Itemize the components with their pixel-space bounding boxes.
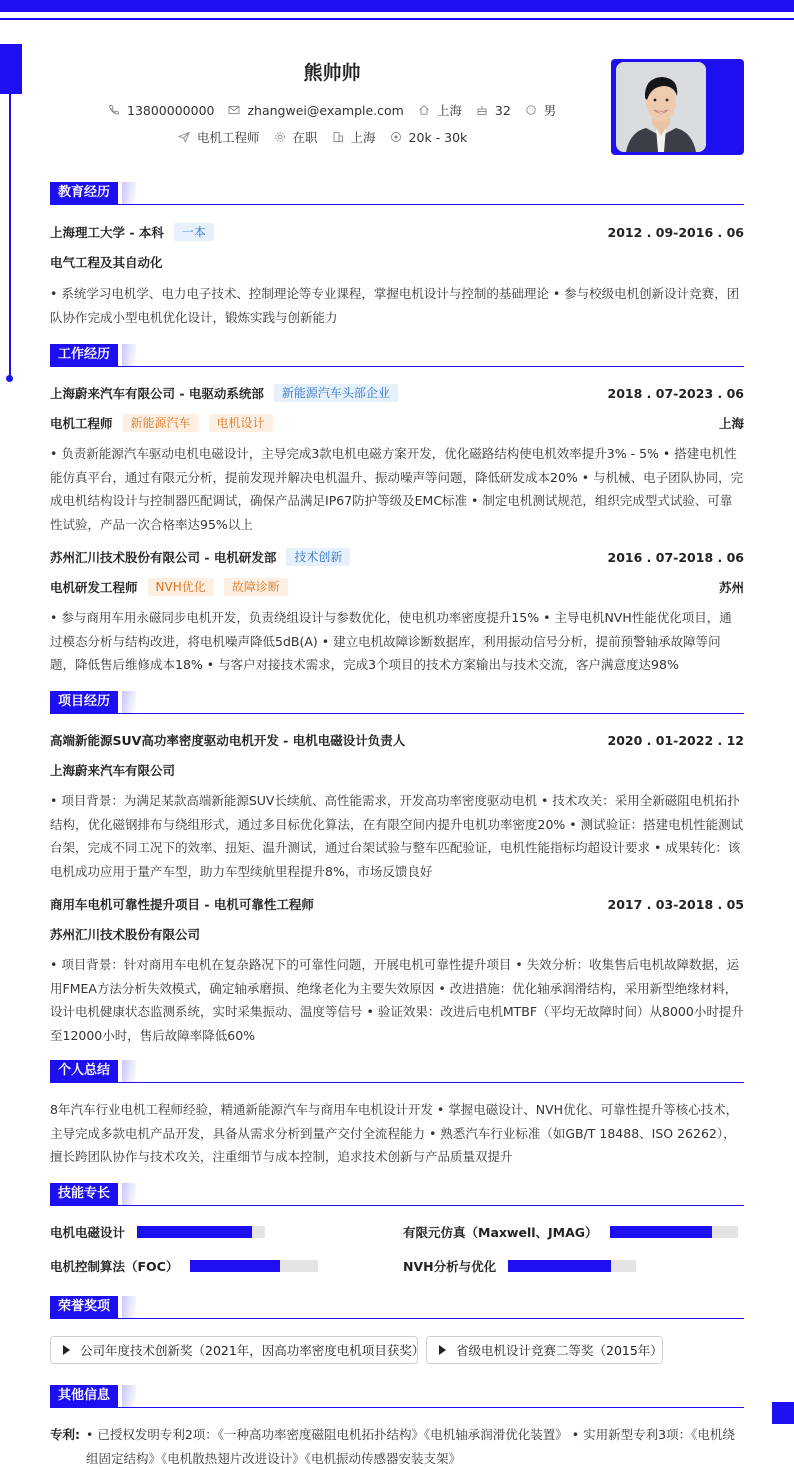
gender-item <box>525 101 557 119</box>
project-company-row <box>50 925 744 943</box>
gear-icon <box>274 131 286 143</box>
skill-item <box>403 1257 636 1275</box>
work-city: 苏州 <box>718 580 744 595</box>
section-title-tail <box>122 691 136 713</box>
salary-item <box>390 130 468 145</box>
work-description: • 负责新能源汽车驱动电机电磁设计，主导完成3款电机电磁方案开发，优化磁路结构使电机效率提升3% - 5% • 搭建电机性能仿真平台，通过有限元分析，提前发现并解决电机温升、振动噪声等问题，降低研发成本20% • 与机械、电子团队协同，完成电机结构设计与控制器匹配调试，确保产品满足IP67防护等级及EMC标准 • 制定电机测试规范，组织完成型式试验、可靠性试验，产品一次合格率达95%以上 <box>50 446 744 532</box>
education-header <box>50 223 744 241</box>
project-name: 高端新能源SUV高功率密度驱动电机开发 - 电机电磁设计负责人 <box>50 733 406 748</box>
project-description: • 项目背景：针对商用车电机在复杂路况下的可靠性问题，开展电机可靠性提升项目 • 失效分析：收集售后电机故障数据，运用FMEA方法分析失效模式，确定轴承磨损、绝缘老化为主要失效原因 • 改进措施：优化轴承润滑结构，采用新型绝缘材料，设计电机健康状态监测系统，实时采集振动、温度等信号 • 验证效果：改进后电机MTBF（平均无故障时间）从8000小时提升至12000小时，售后故障率降低60% <box>50 957 744 1043</box>
skill-bar <box>508 1260 636 1272</box>
section-title-tail <box>122 1296 136 1318</box>
project-company-row <box>50 761 744 779</box>
award-text: 省级电机设计竞赛二等奖（2015年） <box>456 1343 663 1358</box>
education-description: • 系统学习电机学、电力电子技术、控制理论等专业课程，掌握电机设计与控制的基础理论 • 参与校级电机创新设计竞赛，团队协作完成小型电机优化设计，锻炼实践与创新能力 <box>50 286 740 325</box>
company-tag: 新能源汽车头部企业 <box>274 384 398 402</box>
role-tag: 故障诊断 <box>224 578 288 596</box>
section-title: 教育经历 <box>50 182 118 204</box>
project-header <box>50 731 744 749</box>
school-name: 上海理工大学 - 本科 <box>50 225 164 240</box>
section-education <box>50 182 744 205</box>
role-tag: 电机设计 <box>209 414 273 432</box>
section-title-tail <box>122 344 136 366</box>
section-other <box>50 1385 744 1408</box>
work-description: • 参与商用车用永磁同步电机开发，负责绕组设计与参数优化，使电机功率密度提升15% • 主导电机NVH性能优化项目，通过模态分析与结构改进，将电机噪声降低5dB(A) • 建立电机故障诊断数据库，利用振动信号分析，提前预警轴承故障等问题，降低售后维修成本18% • 与客户对接技术需求，完成3个项目的技术方案输出与技术交流，客户满意度达98% <box>50 610 732 672</box>
section-title-tail <box>122 1183 136 1205</box>
email-text: zhangwei@example.com <box>247 102 404 118</box>
skill-name: 电机控制算法（FOC） <box>50 1259 179 1274</box>
project-company: 上海蔚来汽车有限公司 <box>50 763 176 778</box>
company-tag: 技术创新 <box>286 548 350 566</box>
skill-bar <box>137 1226 265 1238</box>
work-title: 电机研发工程师 <box>50 580 138 595</box>
skill-name: 有限元仿真（Maxwell、JMAG） <box>403 1225 598 1240</box>
section-title: 工作经历 <box>50 344 118 366</box>
phone-icon <box>108 104 120 116</box>
work-header <box>50 548 744 566</box>
gender-icon <box>525 104 537 116</box>
education-major-row <box>50 253 744 271</box>
send-icon <box>178 131 190 143</box>
work-company: 苏州汇川技术股份有限公司 - 电机研发部 <box>50 550 277 565</box>
gender-text: 男 <box>543 103 557 118</box>
caret-right-icon <box>63 1345 70 1355</box>
age-item <box>476 103 511 118</box>
status-item <box>274 128 318 146</box>
work-role-row <box>50 578 744 596</box>
project-period: 2017 . 03-2018 . 05 <box>607 896 744 912</box>
candidate-name: 熊帅帅 <box>303 62 361 84</box>
section-title: 项目经历 <box>50 691 118 713</box>
project-company: 苏州汇川技术股份有限公司 <box>50 927 201 942</box>
project-header <box>50 895 744 913</box>
avatar-portrait-icon <box>616 62 706 152</box>
coin-icon <box>390 131 402 143</box>
section-title: 个人总结 <box>50 1060 118 1082</box>
section-skills <box>50 1183 744 1206</box>
caret-right-icon <box>439 1345 446 1355</box>
section-work <box>50 344 744 367</box>
work-period: 2016 . 07-2018 . 06 <box>607 549 744 565</box>
skill-bar <box>190 1260 318 1272</box>
avatar <box>616 62 706 152</box>
award-text: 公司年度技术创新奖（2021年，因高功率密度电机项目获奖） <box>80 1343 425 1358</box>
work-title: 电机工程师 <box>50 416 113 431</box>
right-accent-block <box>772 1402 794 1424</box>
project-description: • 项目背景：为满足某款高端新能源SUV长续航、高性能需求，开发高功率密度驱动电机 • 技术攻关：采用全新磁阻电机拓扑结构，优化磁钢排布与绕组形式，通过多目标优化算法，在有限空间内提升电机功率密度20% • 测试验证：搭建电机性能测试台架，完成不同工况下的效率、扭矩、温升测试，通过台架试验与整车匹配验证，电机性能指标均超设计要求 • 成果转化：该电机成功应用于量产车型，助力车型续航里程提升8%，市场反馈良好 <box>50 793 744 879</box>
position-text: 电机工程师 <box>197 130 260 145</box>
work-role-row <box>50 414 744 432</box>
skill-bar-fill <box>610 1226 712 1238</box>
section-summary <box>50 1060 744 1083</box>
skill-bar-fill <box>508 1260 610 1272</box>
skill-item <box>403 1223 738 1241</box>
city-text: 上海 <box>350 130 376 145</box>
summary-text: 8年汽车行业电机工程师经验，精通新能源汽车与商用车电机设计开发 • 掌握电磁设计、NVH优化、可靠性提升等核心技术，主导完成多款电机产品开发，具备从需求分析到量产交付全流程能力 • 熟悉汽车行业标准（如GB/T 18488、ISO 26262），擅长跨团队协作与技术攻关，注重细节与成本控制，追求技术创新与产品质量双提升 <box>50 1102 739 1164</box>
section-title: 荣誉奖项 <box>50 1296 118 1318</box>
age-text: 32 <box>494 102 511 118</box>
skill-bar-fill <box>137 1226 252 1238</box>
city-item <box>332 128 376 146</box>
contact-row <box>108 101 570 119</box>
work-period: 2018 . 07-2023 . 06 <box>607 385 744 401</box>
position-item <box>178 128 260 146</box>
education-major: 电气工程及其自动化 <box>50 255 163 270</box>
skill-name: NVH分析与优化 <box>403 1259 497 1274</box>
work-city: 上海 <box>718 416 744 431</box>
cake-icon <box>476 104 488 116</box>
top-accent-line <box>0 18 794 20</box>
section-awards <box>50 1296 744 1319</box>
work-header <box>50 384 744 402</box>
home-text: 上海 <box>436 103 462 118</box>
school-tag: 一本 <box>174 223 214 241</box>
work-company: 上海蔚来汽车有限公司 - 电驱动系统部 <box>50 386 264 401</box>
left-accent-line <box>9 94 11 378</box>
role-tag: 新能源汽车 <box>123 414 199 432</box>
award-item[interactable] <box>50 1336 425 1364</box>
job-intent-row <box>178 128 481 146</box>
section-title-tail <box>122 1385 136 1407</box>
status-text: 在职 <box>292 130 318 145</box>
building-icon <box>332 131 344 143</box>
left-accent-block <box>0 44 22 94</box>
section-title: 其他信息 <box>50 1385 118 1407</box>
home-item <box>418 101 462 119</box>
skill-item <box>50 1257 318 1275</box>
salary-text: 20k - 30k <box>408 129 468 145</box>
skill-bar-fill <box>190 1260 280 1272</box>
section-projects <box>50 691 744 714</box>
skill-name: 电机电磁设计 <box>50 1225 126 1240</box>
mail-icon <box>228 104 240 116</box>
patent-row <box>50 1423 744 1470</box>
project-name: 商用车电机可靠性提升项目 - 电机可靠性工程师 <box>50 897 314 912</box>
role-tag: NVH优化 <box>148 578 214 596</box>
patent-label: 专利: <box>50 1427 80 1442</box>
skill-item <box>50 1223 265 1241</box>
patent-text: • 已授权发明专利2项：《一种高功率密度磁阻电机拓扑结构》《电机轴承润滑优化装置》 • 实用新型专利3项：《电机绕组固定结构》《电机散热翅片改进设计》《电机振动传感器安装支架》 <box>86 1427 735 1466</box>
project-period: 2020 . 01-2022 . 12 <box>607 732 744 748</box>
skill-bar <box>610 1226 738 1238</box>
section-title: 技能专长 <box>50 1183 118 1205</box>
top-accent-bar <box>0 0 794 12</box>
section-title-tail <box>122 182 136 204</box>
education-period: 2012 . 09-2016 . 06 <box>607 224 744 240</box>
email-item <box>228 103 403 118</box>
award-item[interactable] <box>426 1336 663 1364</box>
phone-text: 13800000000 <box>127 102 215 118</box>
left-accent-dot <box>6 375 13 382</box>
home-icon <box>418 104 430 116</box>
section-title-tail <box>122 1060 136 1082</box>
phone-item <box>108 103 214 118</box>
